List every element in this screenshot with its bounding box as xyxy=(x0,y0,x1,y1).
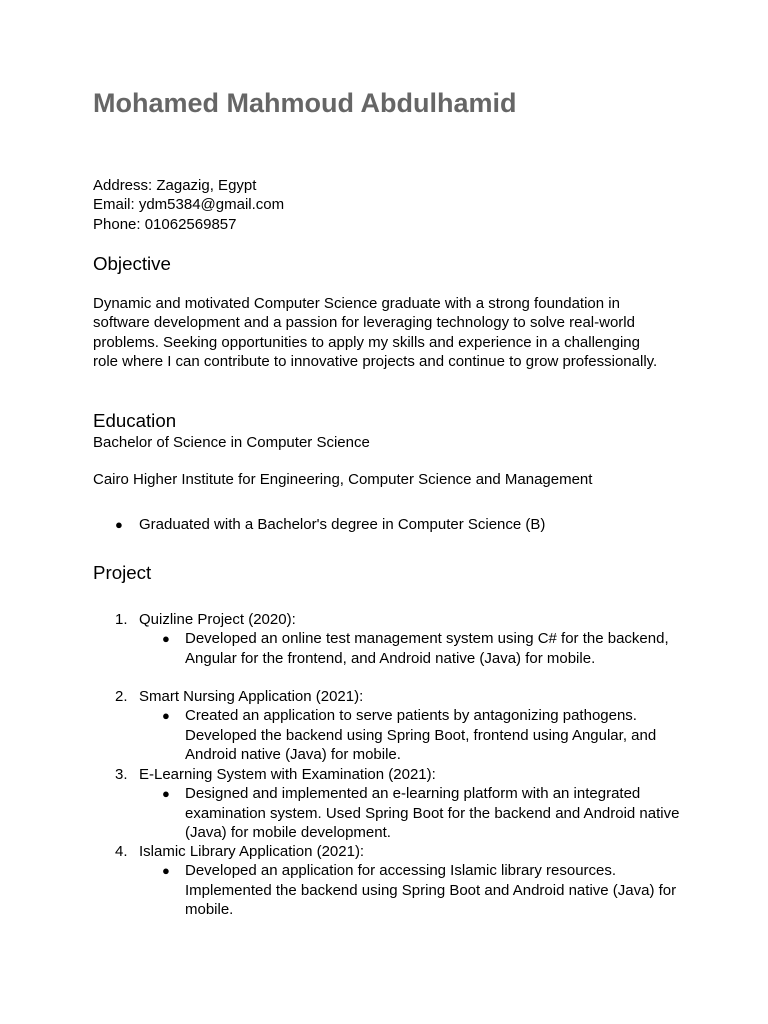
email-line: Email: ydm5384@gmail.com xyxy=(93,196,285,214)
education-bullet-item xyxy=(115,515,675,535)
project-heading: Project xyxy=(93,562,152,583)
project-title: Islamic Library Application (2021): xyxy=(139,843,365,860)
project-title: Quizline Project (2020): xyxy=(139,611,296,628)
contact-block xyxy=(93,176,284,234)
bullet-icon: ● xyxy=(162,631,170,647)
education-school: Cairo Higher Institute for Engineering, Computer Science and Management xyxy=(93,471,593,488)
project-description: Developed an application for accessing Islamic library resources. Implemented the backend using Spring Boot and Android native (Java) for mobile. xyxy=(185,862,677,919)
project-description: Developed an online test management system using C# for the backend, Angular for the frontend, and Android native (Java) for mobile. xyxy=(185,630,669,667)
project-title: Smart Nursing Application (2021): xyxy=(139,688,364,705)
candidate-name: Mohamed Mahmoud Abdulhamid xyxy=(93,88,517,118)
project-title: E-Learning System with Examination (2021): xyxy=(139,766,436,783)
education-heading: Education xyxy=(93,410,177,431)
bullet-icon: ● xyxy=(115,517,123,532)
objective-heading: Objective xyxy=(93,253,171,274)
bullet-icon: ● xyxy=(162,786,170,802)
address-line: Address: Zagazig, Egypt xyxy=(93,177,257,194)
objective-text: Dynamic and motivated Computer Science graduate with a strong foundation in software development and a passion for leveraging technology to solve real-world problems. Seeking opportunities to apply my skills and experience in a challenging role where I can contribute to innovative projects and continue to grow professionally. xyxy=(93,295,658,371)
project-number: 2. xyxy=(115,688,128,705)
education-bullet-text: Graduated with a Bachelor's degree in Computer Science (B) xyxy=(139,516,546,533)
bullet-icon: ● xyxy=(162,863,170,879)
bullet-icon: ● xyxy=(162,708,170,724)
project-description: Designed and implemented an e-learning platform with an integrated examination system. Used Spring Boot for the backend and Android native (Java) for mobile development. xyxy=(185,785,680,842)
project-number: 1. xyxy=(115,611,128,628)
education-degree: Bachelor of Science in Computer Science xyxy=(93,434,370,451)
project-number: 4. xyxy=(115,843,128,860)
phone-line: Phone: 01062569857 xyxy=(93,215,237,233)
project-number: 3. xyxy=(115,766,128,783)
project-description: Created an application to serve patients by antagonizing pathogens. Developed the backend using Spring Boot, frontend using Angular, and Android native (Java) for mobile. xyxy=(185,707,657,764)
